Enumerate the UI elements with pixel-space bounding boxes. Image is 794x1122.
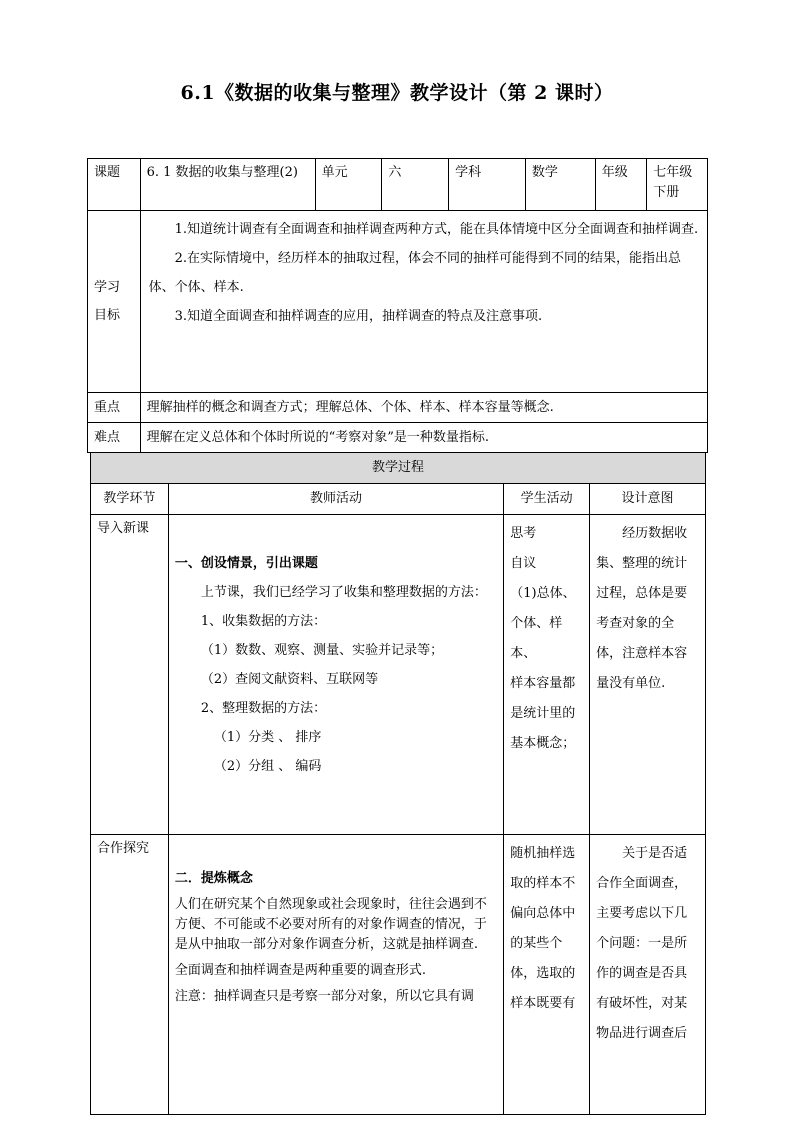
list-item: 的某些个 xyxy=(510,936,563,951)
list-item: 取的样本不 xyxy=(510,876,576,891)
list-item: （2）查阅文献资料、互联网等 xyxy=(200,672,379,687)
student-activity-explore xyxy=(504,835,590,1115)
teacher-activity-explore xyxy=(168,835,503,1115)
paragraph: 全面调查和抽样调查是两种重要的调查形式. xyxy=(174,963,426,978)
list-item: （1）数数、观察、测量、实验并记录等； xyxy=(200,643,444,658)
list-item: 个体、样本、 xyxy=(510,616,563,661)
grade-value-line1: 七年级 xyxy=(653,165,693,180)
stage-explore: 合作探究 xyxy=(91,835,169,1115)
list-item: 2、整理数据的方法： xyxy=(200,701,327,716)
goal-item: 3.知道全面调查和抽样调查的应用，抽样调查的特点及注意事项. xyxy=(174,309,543,324)
design-intent-explore: 关于是否适合作全面调查，主要考虑以下几个问题：一是所作的调查是否具有破坏性，对某物品进行调查后 xyxy=(590,835,706,1115)
list-item: （1）分类 、 排序 xyxy=(213,730,322,745)
section-heading: 一、创设情景，引出课题 xyxy=(174,556,318,571)
topic-value: 6. 1 数据的收集与整理(2) xyxy=(140,159,315,211)
list-item: 1、收集数据的方法： xyxy=(200,614,327,629)
table-row xyxy=(91,835,706,1115)
list-item: 样本既要有 xyxy=(510,996,576,1011)
goal-item: 1.知道统计调查有全面调查和抽样调查两种方式，能在具体情境中区分全面调查和抽样调查. xyxy=(174,222,699,237)
goals-label-line1: 学习 xyxy=(94,279,121,295)
lesson-info-table xyxy=(87,158,708,453)
paragraph: 人们在研究某个自然现象或社会现象时，往往会遇到不方便、不可能或不必要对所有的对象作调查的情况，于是从中抽取一部分对象作调查分析，这就是抽样调查. xyxy=(174,897,487,952)
list-item: 体，选取的 xyxy=(510,966,576,981)
grade-value xyxy=(647,159,708,211)
document-title: 6.1《数据的收集与整理》教学设计（第 2 课时） xyxy=(180,82,614,104)
list-item: （1)总体、 xyxy=(510,586,576,601)
key-label: 重点 xyxy=(88,393,141,423)
subject-label: 学科 xyxy=(449,159,526,211)
goal-item: 2.在实际情境中，经历样本的抽取过程，体会不同的抽样可能得到不同的结果，能指出总体、个体、样本. xyxy=(148,251,681,295)
teacher-activity-intro xyxy=(168,515,503,835)
grade-value-line2: 下册 xyxy=(653,185,680,200)
list-item: 样本容量都 xyxy=(510,676,576,691)
design-intent-intro: 经历数据收集、整理的统计过程，总体是要考查对象的全体，注意样本容量没有单位. xyxy=(590,515,706,835)
list-item: （2）分组 、 编码 xyxy=(213,759,322,774)
goals-label xyxy=(88,211,141,393)
list-item: 基本概念； xyxy=(510,736,576,751)
list-item: 是统计里的 xyxy=(510,706,576,721)
process-header: 教学过程 xyxy=(91,453,706,484)
section-heading: 二．提炼概念 xyxy=(174,871,253,886)
col-stage: 教学环节 xyxy=(91,484,169,515)
stage-intro: 导入新课 xyxy=(91,515,169,835)
list-item: 偏向总体中 xyxy=(510,906,576,921)
col-intent: 设计意图 xyxy=(590,484,706,515)
list-item: 思考 xyxy=(510,526,537,541)
student-activity-intro xyxy=(504,515,590,835)
list-item: 自议 xyxy=(510,556,537,571)
learning-goals xyxy=(140,211,707,393)
difficulty-label: 难点 xyxy=(88,423,141,453)
goals-label-line2: 目标 xyxy=(94,307,121,323)
topic-label: 课题 xyxy=(88,159,141,211)
table-row xyxy=(91,515,706,835)
subject-value: 数学 xyxy=(525,159,595,211)
teaching-process-table xyxy=(90,452,706,1115)
unit-label: 单元 xyxy=(315,159,382,211)
difficulty-value: 理解在定义总体和个体时所说的“考察对象”是一种数量指标. xyxy=(140,423,707,453)
col-teacher: 教师活动 xyxy=(168,484,503,515)
grade-label: 年级 xyxy=(595,159,647,211)
paragraph: 注意：抽样调查只是考察一部分对象，所以它具有调 xyxy=(174,989,474,1004)
intro-text: 上节课，我们已经学习了收集和整理数据的方法： xyxy=(200,585,487,600)
col-student: 学生活动 xyxy=(504,484,590,515)
list-item: 随机抽样选 xyxy=(510,846,576,861)
key-value: 理解抽样的概念和调查方式；理解总体、个体、样本、样本容量等概念. xyxy=(140,393,707,423)
unit-value: 六 xyxy=(382,159,449,211)
